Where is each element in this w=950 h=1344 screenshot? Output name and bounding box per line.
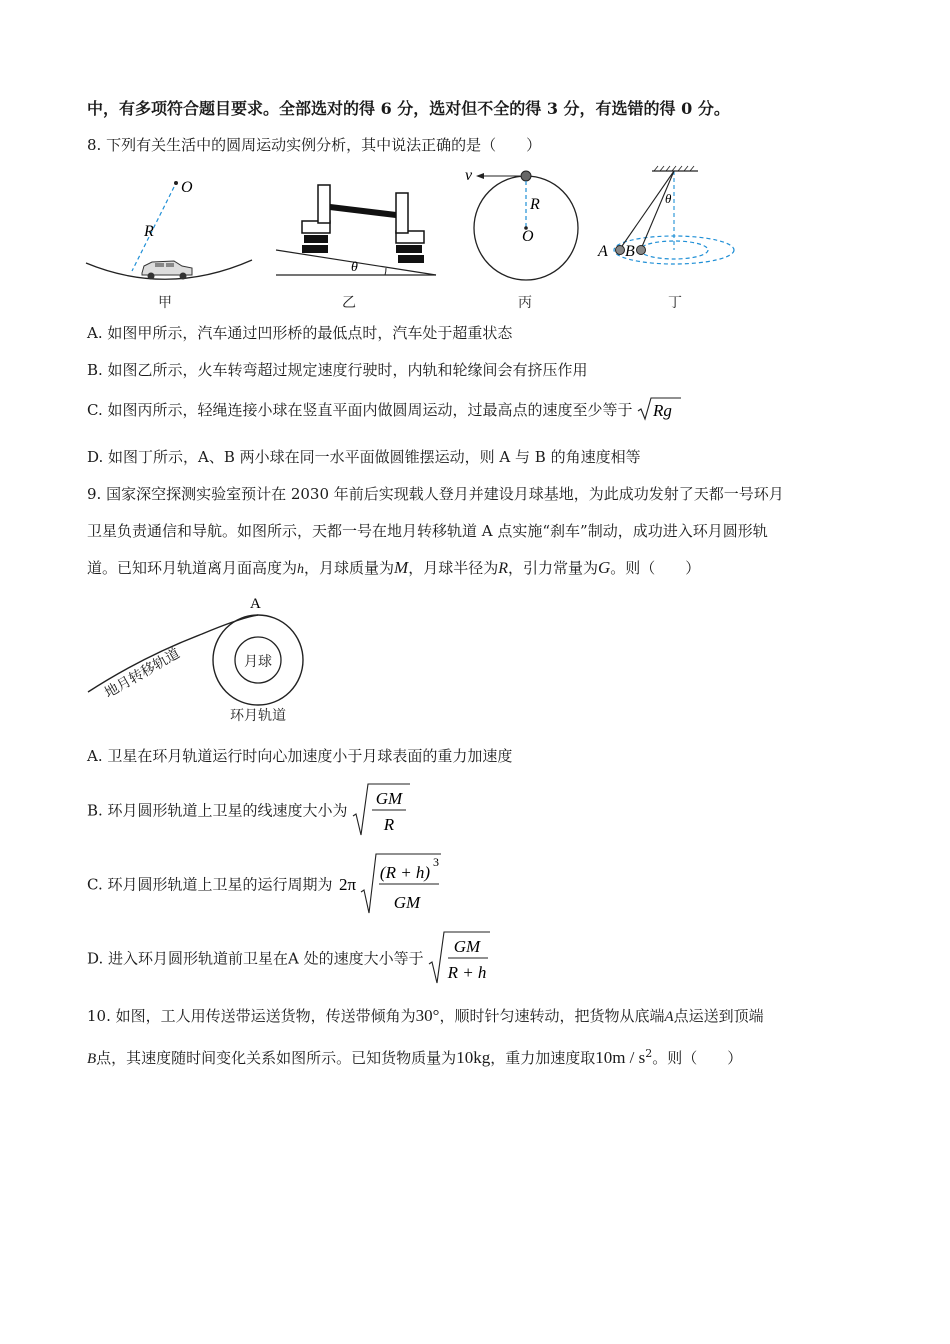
- caption-jia: 甲: [158, 295, 172, 311]
- caption-bing: 丙: [518, 295, 532, 311]
- car-icon: [142, 261, 192, 280]
- label-R1: R: [144, 223, 154, 240]
- q9-figure: [82, 592, 322, 732]
- label-B: B: [625, 243, 635, 260]
- label-R2: R: [530, 196, 540, 213]
- q9-stem-1: 9. 国家深空探测实验室预计在 2030 年前后实现载人登月并建设月球基地，为此成功发射了天都一号环月: [87, 485, 784, 503]
- label-lunar-orbit: 环月轨道: [230, 708, 286, 724]
- label-point-a: A: [250, 596, 261, 612]
- label-v: v: [465, 167, 473, 184]
- formula-d: [428, 930, 492, 986]
- label-O2: O: [522, 228, 534, 245]
- svg-text:R + h: R + h: [447, 963, 487, 982]
- q9-option-c: C. 环月圆形轨道上卫星的运行周期为 2π (R + h) 3 GM: [87, 852, 447, 916]
- svg-text:(R + h): (R + h): [380, 863, 431, 882]
- figure-bing: [465, 167, 578, 311]
- svg-text:GM: GM: [376, 789, 403, 808]
- label-transfer-orbit: 地月转移轨道: [102, 645, 183, 702]
- figure-ding: [597, 166, 734, 311]
- svg-text:2π: 2π: [339, 875, 357, 894]
- section-instructions: 中，有多项符合题目要求。全部选对的得 6 分，选对但不全的得 3 分，有选错的得 0 分。: [87, 99, 730, 118]
- svg-text:R: R: [384, 815, 395, 834]
- label-theta2: θ: [665, 191, 672, 206]
- sqrt-rg: [637, 396, 681, 422]
- q8-option-a: A. 如图甲所示，汽车通过凹形桥的最低点时，汽车处于超重状态: [87, 324, 513, 342]
- q8-option-c: C. 如图丙所示，轻绳连接小球在竖直平面内做圆周运动，过最高点的速度至少等于 Rg: [87, 398, 681, 424]
- q10-stem-1: 10. 如图，工人用传送带运送货物，传送带倾角为30°，顺时针匀速转动，把货物从底端A点运送到顶端: [87, 1006, 764, 1025]
- q10-stem-2: B点，其速度随时间变化关系如图所示。已知货物质量为10kg，重力加速度取$10m / s^2$。则（ ）: [87, 1047, 743, 1067]
- q8-stem: 8. 下列有关生活中的圆周运动实例分析，其中说法正确的是（ ）: [87, 136, 542, 154]
- q9-stem-2: 卫星负责通信和导航。如图所示，天都一号在地月转移轨道 A 点实施“刹车”制动，成功进入环月圆形轨: [87, 522, 768, 540]
- q8-option-d: D. 如图丁所示，A、B 两小球在同一水平面做圆锥摆运动，则 A 与 B 的角速度相等: [87, 448, 641, 466]
- svg-text:GM: GM: [454, 937, 481, 956]
- q9-option-b: B. 环月圆形轨道上卫星的线速度大小为 GM R: [87, 782, 412, 838]
- label-A: A: [598, 243, 608, 260]
- rg-text: Rg: [653, 401, 673, 420]
- caption-ding: 丁: [668, 295, 682, 311]
- q9-option-a: A. 卫星在环月轨道运行时向心加速度小于月球表面的重力加速度: [87, 747, 513, 765]
- figure-jia: [86, 179, 252, 311]
- label-moon: 月球: [244, 654, 272, 670]
- formula-c: [337, 852, 447, 916]
- label-O1: O: [181, 179, 193, 196]
- q8-option-b: B. 如图乙所示，火车转弯超过规定速度行驶时，内轨和轮缘间会有挤压作用: [87, 361, 588, 379]
- label-theta1: θ: [351, 260, 358, 275]
- svg-text:3: 3: [433, 855, 440, 869]
- q9-option-d: D. 进入环月圆形轨道前卫星在A 处的速度大小等于 GM R + h: [87, 930, 492, 986]
- svg-text:GM: GM: [394, 893, 421, 912]
- q9-stem-3: 道。已知环月轨道离月面高度为h，月球质量为M，月球半径为R，引力常量为G。则（ ）: [87, 558, 701, 577]
- formula-b: [352, 782, 412, 838]
- figure-yi: [276, 185, 436, 311]
- q8-figures: [80, 165, 880, 315]
- caption-yi: 乙: [342, 295, 356, 311]
